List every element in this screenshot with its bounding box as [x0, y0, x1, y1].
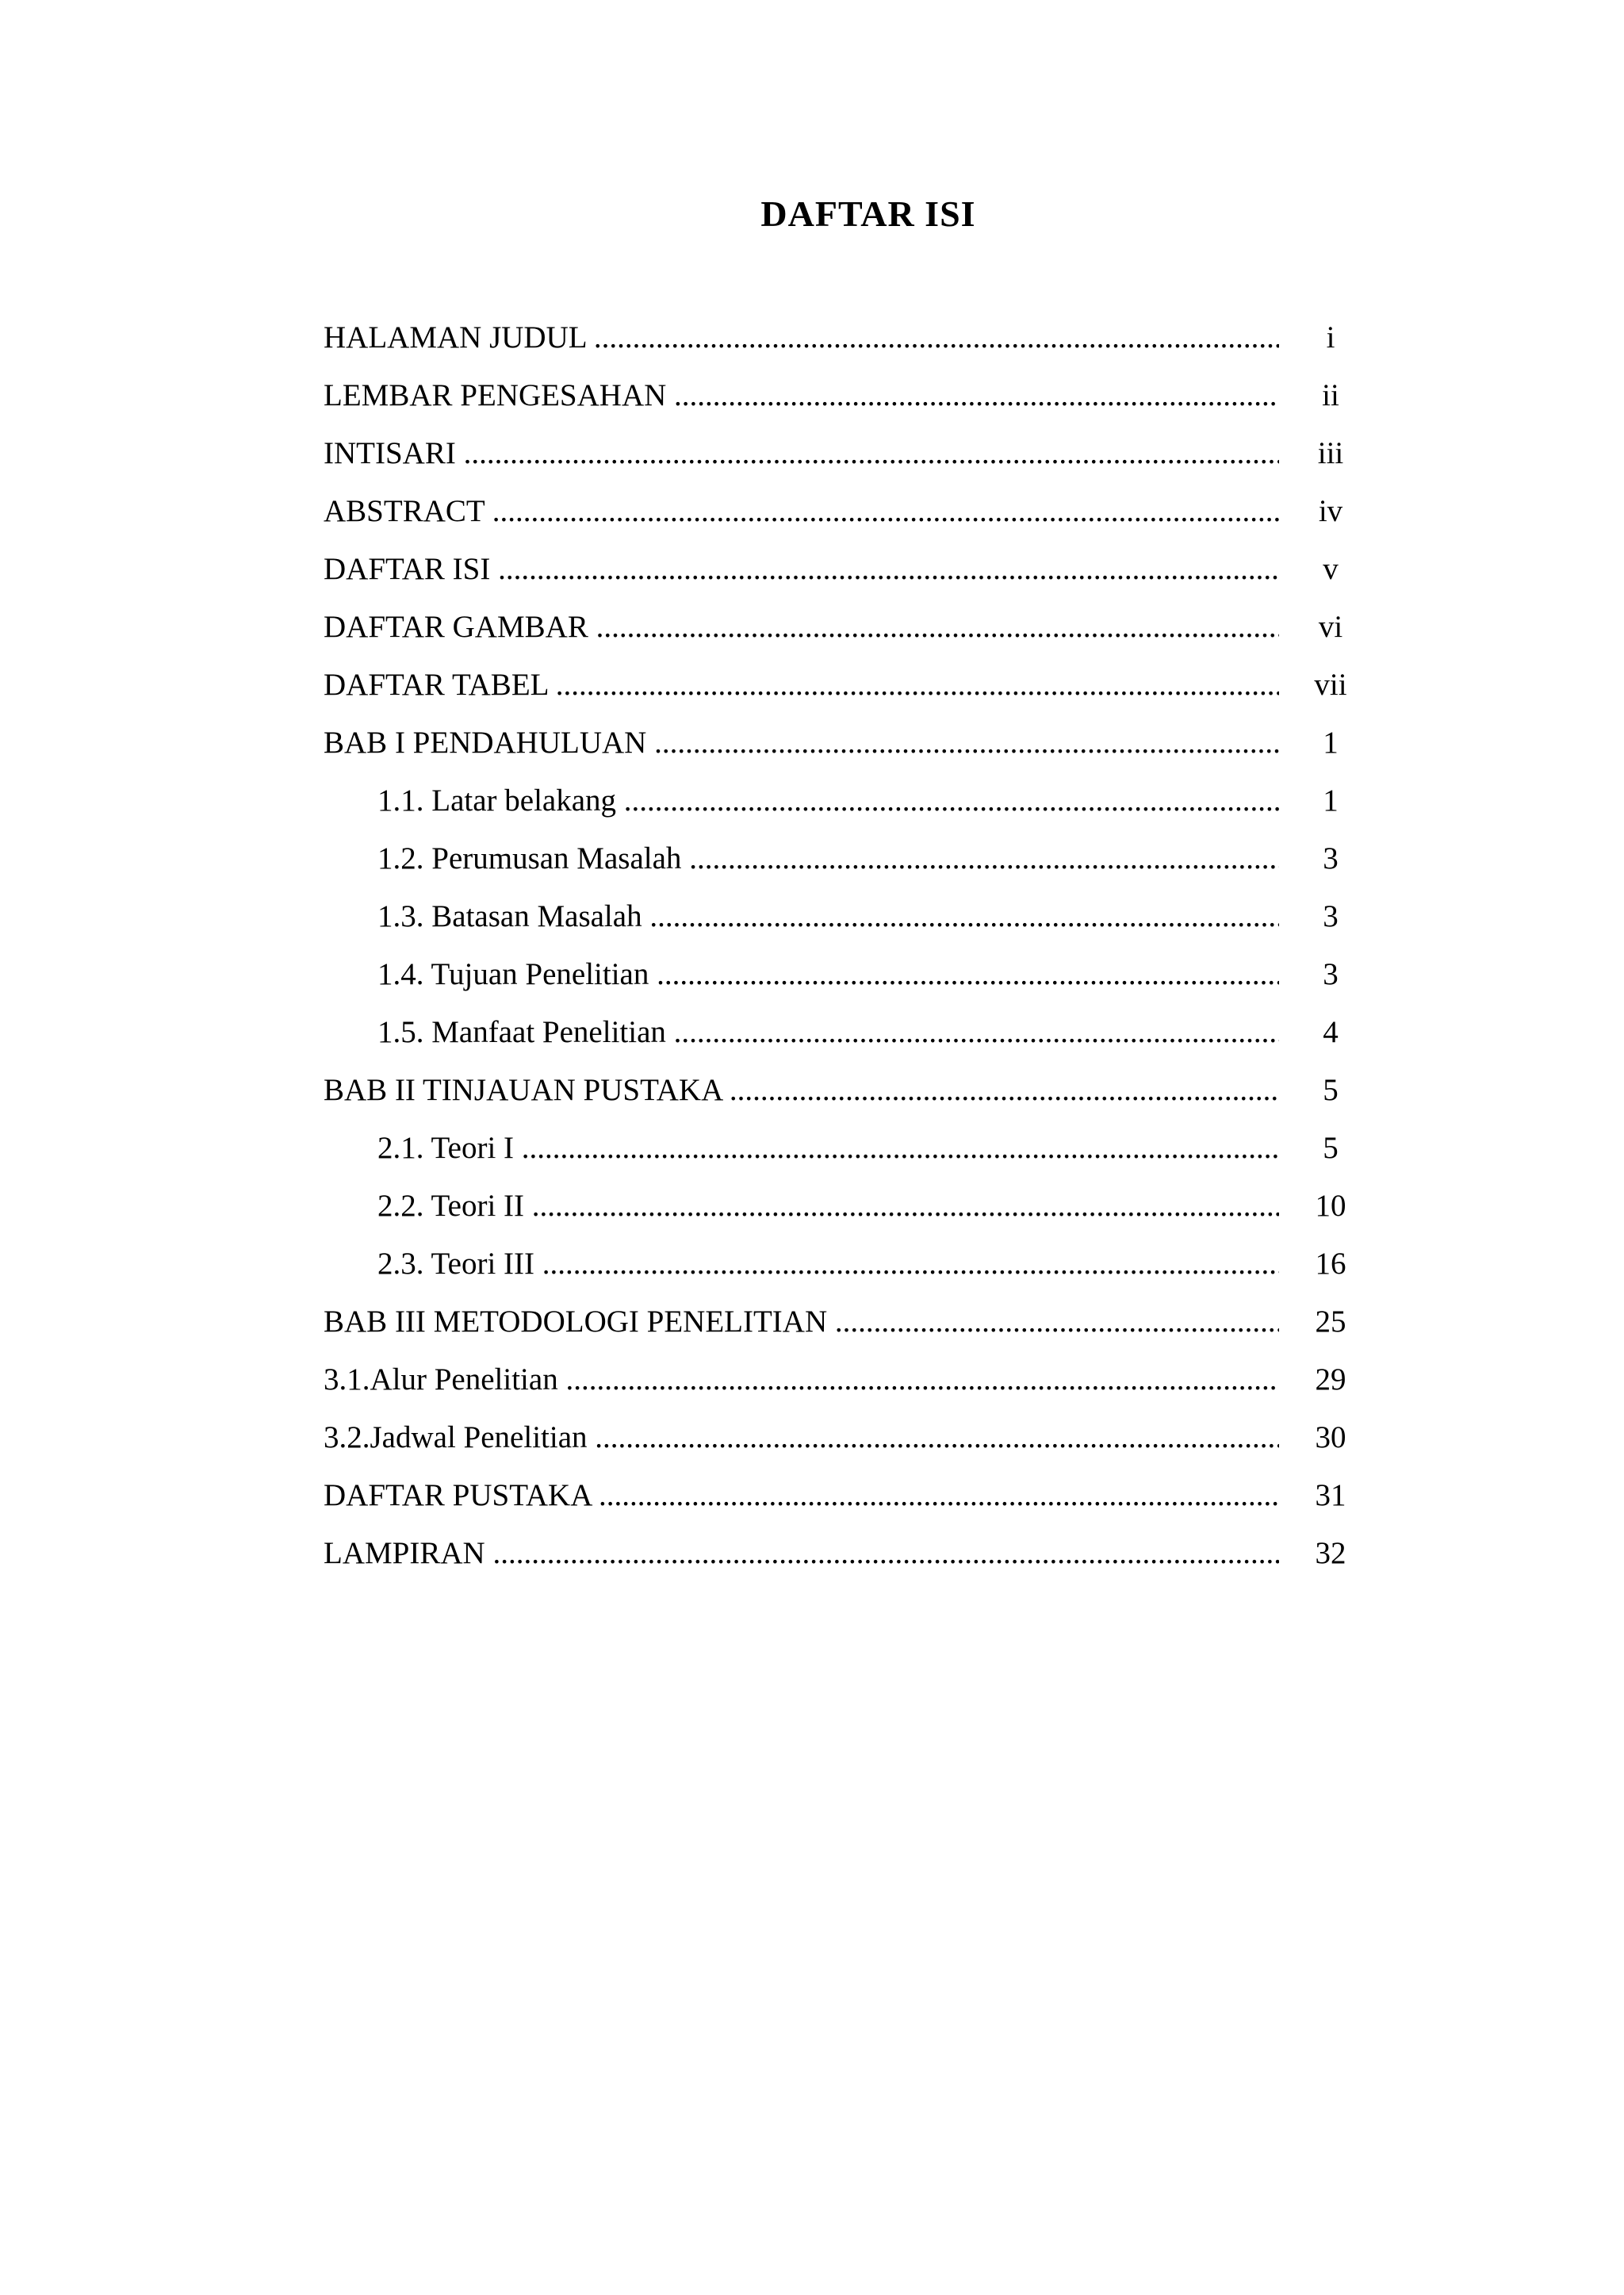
toc-entry-page-number: 3	[1323, 957, 1339, 991]
toc-entry-page-number: 5	[1323, 1131, 1339, 1165]
toc-entry-page-number: 1	[1323, 726, 1339, 760]
toc-entry-label: DAFTAR GAMBAR	[324, 610, 588, 644]
toc-entry-label-wrap	[324, 718, 1279, 768]
toc-entry-daftar-pustaka	[324, 1471, 1370, 1529]
toc-entry-label: 3.2.Jadwal Penelitian	[324, 1420, 588, 1454]
toc-entry-page-number: vii	[1314, 668, 1347, 702]
toc-entry-page-number: iii	[1317, 436, 1344, 470]
toc-entry-page-number: iv	[1318, 494, 1343, 528]
toc-entry-label-wrap	[377, 834, 1279, 883]
toc-entry-1-1	[324, 776, 1370, 834]
toc-entry-daftar-isi	[324, 545, 1370, 603]
toc-entry-label-wrap	[324, 545, 1279, 594]
page-title: DAFTAR ISI	[760, 193, 976, 234]
toc-entry-page-number: 5	[1323, 1073, 1339, 1107]
toc-entry-2-3	[324, 1239, 1370, 1297]
toc-entry-label: ABSTRACT	[324, 494, 485, 528]
toc-entry-label: DAFTAR ISI	[324, 552, 491, 586]
toc-entry-label-wrap	[377, 776, 1279, 826]
toc-entry-label-wrap	[324, 1529, 1279, 1578]
toc-entry-label: 1.2. Perumusan Masalah	[377, 841, 682, 875]
toc-entry-label-wrap	[324, 313, 1279, 362]
toc-entry-label-wrap	[324, 1471, 1279, 1520]
toc-entry-daftar-gambar	[324, 603, 1370, 661]
toc-entry-2-1	[324, 1124, 1370, 1182]
toc-entry-label-wrap	[377, 892, 1279, 941]
toc-entry-label-wrap	[324, 371, 1279, 420]
toc-entry-abstract	[324, 487, 1370, 545]
toc-entry-page-number: 4	[1323, 1015, 1339, 1049]
toc-entry-page-number: vi	[1318, 610, 1343, 644]
toc-entry-label-wrap	[377, 1124, 1279, 1173]
toc-entry-page-number: 25	[1315, 1305, 1346, 1339]
toc-entry-daftar-tabel	[324, 661, 1370, 718]
toc-entry-label-wrap	[324, 1066, 1279, 1115]
toc-entry-label: BAB I PENDAHULUAN	[324, 726, 647, 760]
toc-entry-label: LAMPIRAN	[324, 1536, 485, 1570]
toc-entry-bab-3	[324, 1297, 1370, 1355]
toc-entry-1-4	[324, 950, 1370, 1008]
toc-entry-page-number: 30	[1315, 1420, 1346, 1454]
toc-entry-lampiran	[324, 1529, 1370, 1587]
toc-entry-lembar-pengesahan	[324, 371, 1370, 429]
toc-entry-label-wrap	[377, 950, 1279, 999]
toc-entry-page-number: 10	[1315, 1189, 1346, 1223]
toc-entry-label-wrap	[324, 487, 1279, 536]
toc-entry-halaman-judul	[324, 313, 1370, 371]
toc-entry-label: BAB III METODOLOGI PENELITIAN	[324, 1305, 828, 1339]
toc-entry-intisari	[324, 429, 1370, 487]
toc-entry-label: 3.1.Alur Penelitian	[324, 1362, 558, 1397]
toc-entry-label: 2.3. Teori III	[377, 1247, 534, 1281]
toc-entry-label-wrap	[377, 1182, 1279, 1231]
toc-entry-label: 1.4. Tujuan Penelitian	[377, 957, 649, 991]
toc-entry-1-5	[324, 1008, 1370, 1066]
toc-entry-label: 1.3. Batasan Masalah	[377, 899, 642, 933]
table-of-contents	[324, 313, 1370, 1587]
toc-entry-label-wrap	[324, 429, 1279, 478]
toc-entry-label: DAFTAR TABEL	[324, 668, 549, 702]
toc-entry-label: DAFTAR PUSTAKA	[324, 1478, 592, 1512]
toc-entry-page-number: 3	[1323, 899, 1339, 933]
toc-entry-label: 1.5. Manfaat Penelitian	[377, 1015, 666, 1049]
toc-entry-label-wrap	[324, 1355, 1279, 1404]
toc-entry-2-2	[324, 1182, 1370, 1239]
toc-entry-label-wrap	[324, 661, 1279, 710]
toc-entry-label-wrap	[324, 603, 1279, 652]
toc-entry-label: 1.1. Latar belakang	[377, 784, 617, 818]
toc-entry-bab-2	[324, 1066, 1370, 1124]
toc-entry-label: 2.1. Teori I	[377, 1131, 515, 1165]
toc-entry-1-2	[324, 834, 1370, 892]
toc-entry-label-wrap	[377, 1008, 1279, 1057]
toc-entry-1-3	[324, 892, 1370, 950]
toc-entry-page-number: 3	[1323, 841, 1339, 875]
toc-entry-3-2	[324, 1413, 1370, 1471]
toc-entry-label: BAB II TINJAUAN PUSTAKA	[324, 1073, 722, 1107]
toc-entry-page-number: 31	[1315, 1478, 1346, 1512]
toc-entry-page-number: v	[1323, 552, 1339, 586]
toc-entry-page-number: 16	[1315, 1247, 1346, 1281]
toc-entry-page-number: 32	[1315, 1536, 1346, 1570]
toc-entry-page-number: i	[1326, 320, 1335, 354]
toc-entry-label-wrap	[377, 1239, 1279, 1289]
toc-entry-3-1	[324, 1355, 1370, 1413]
toc-entry-label: 2.2. Teori II	[377, 1189, 525, 1223]
toc-entry-label: INTISARI	[324, 436, 456, 470]
toc-entry-page-number: 29	[1315, 1362, 1346, 1397]
toc-entry-label: HALAMAN JUDUL	[324, 320, 587, 354]
toc-entry-page-number: 1	[1323, 784, 1339, 818]
toc-entry-label: LEMBAR PENGESAHAN	[324, 378, 667, 412]
toc-entry-label-wrap	[324, 1413, 1279, 1462]
toc-entry-page-number: ii	[1322, 378, 1339, 412]
toc-entry-bab-1	[324, 718, 1370, 776]
toc-entry-label-wrap	[324, 1297, 1279, 1347]
